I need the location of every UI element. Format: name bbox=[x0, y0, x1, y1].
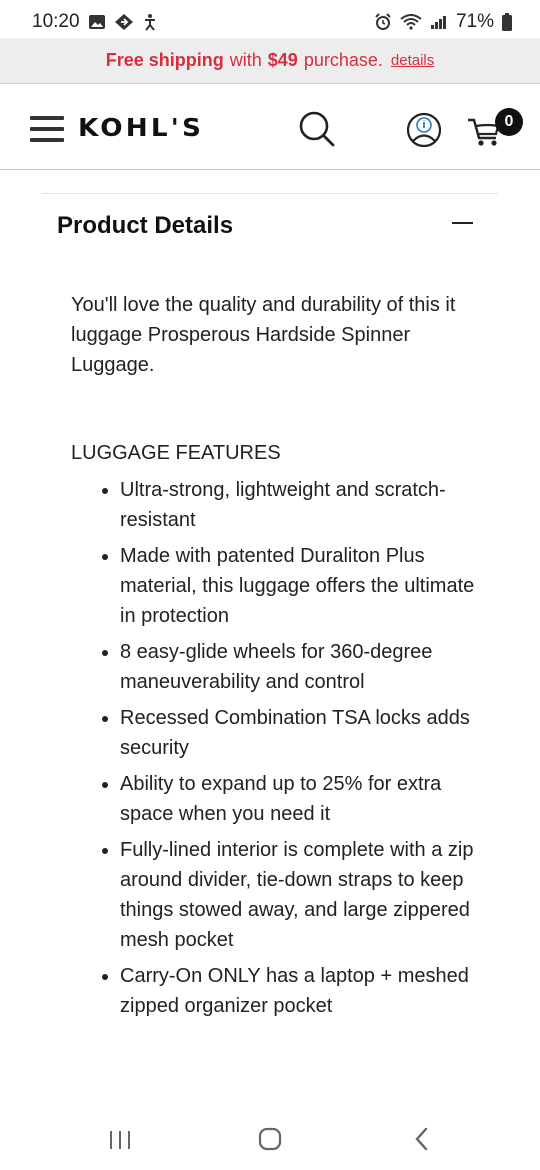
hamburger-menu-icon[interactable] bbox=[30, 116, 64, 142]
promo-purchase: purchase. bbox=[303, 50, 383, 70]
home-icon[interactable] bbox=[257, 1126, 283, 1157]
accessibility-icon bbox=[142, 13, 158, 31]
promo-details-link[interactable]: details bbox=[390, 52, 435, 69]
search-icon[interactable] bbox=[298, 110, 336, 153]
feature-item: • 8 easy-glide wheels for 360-degree maneuverability and control bbox=[120, 637, 478, 697]
status-time: 10:20 bbox=[32, 11, 80, 32]
section-divider bbox=[42, 193, 498, 194]
cart-count-badge[interactable]: 0 bbox=[495, 108, 523, 136]
promo-banner bbox=[0, 38, 540, 84]
feature-item: • Ultra-strong, lightweight and scratch-resistant bbox=[120, 475, 478, 535]
promo-amount: $49 bbox=[267, 50, 298, 70]
back-icon[interactable] bbox=[412, 1126, 432, 1157]
battery-icon bbox=[502, 13, 512, 31]
system-nav-bar bbox=[0, 1110, 540, 1170]
account-icon[interactable] bbox=[406, 112, 442, 153]
minus-icon[interactable] bbox=[452, 222, 473, 224]
features-list bbox=[98, 475, 478, 1027]
status-left bbox=[32, 11, 158, 33]
promo-with: with bbox=[229, 50, 262, 70]
features-heading: LUGGAGE FEATURES bbox=[71, 442, 281, 464]
link-badge-icon bbox=[114, 13, 134, 31]
wifi-icon bbox=[400, 14, 422, 30]
feature-item: • Carry-On ONLY has a laptop + meshed zipped organizer pocket bbox=[120, 961, 478, 1021]
status-right bbox=[374, 11, 512, 33]
signal-icon bbox=[430, 14, 448, 30]
alarm-icon bbox=[374, 13, 392, 31]
recents-icon[interactable] bbox=[108, 1128, 132, 1157]
gallery-icon bbox=[88, 14, 106, 30]
feature-item: • Ability to expand up to 25% for extra space when you need it bbox=[120, 769, 478, 829]
feature-item: • Recessed Combination TSA locks adds security bbox=[120, 703, 478, 763]
feature-item: • Made with patented Duraliton Plus material, this luggage offers the ultimate in protection bbox=[120, 541, 478, 631]
battery-percent: 71% bbox=[455, 11, 494, 32]
site-header bbox=[0, 84, 540, 170]
product-description: You'll love the quality and durability of this it luggage Prosperous Hardside Spinner Luggage. bbox=[71, 294, 456, 376]
kohls-logo[interactable]: KOHL'S bbox=[78, 113, 205, 142]
promo-free-shipping: Free shipping bbox=[105, 50, 224, 70]
product-details-title[interactable]: Product Details bbox=[57, 212, 234, 239]
feature-item: • Fully-lined interior is complete with a zip around divider, tie-down straps to keep things stowed away, and large zippered mesh pocket bbox=[120, 835, 478, 955]
